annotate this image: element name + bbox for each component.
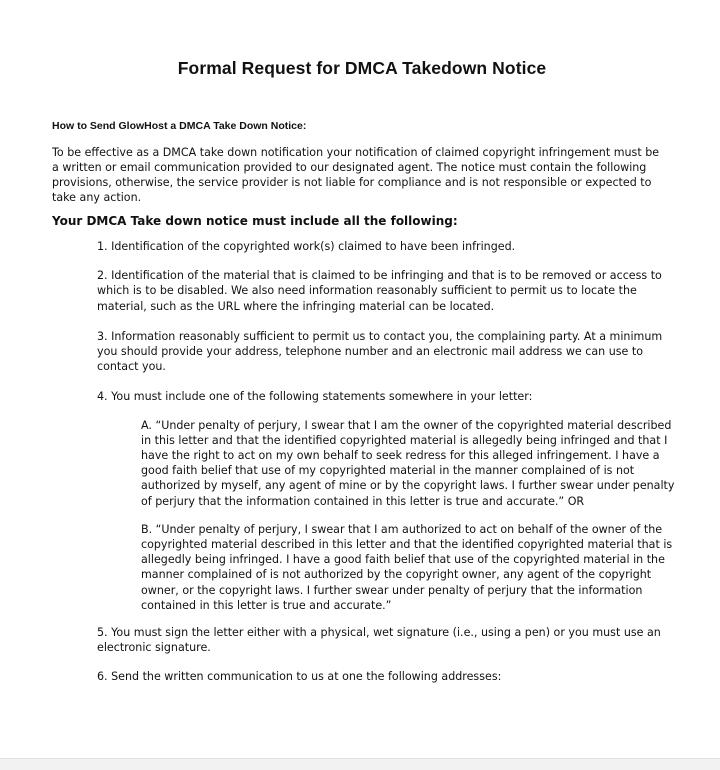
requirement-item-6: 6. Send the written communication to us at one the following addresses: [97,670,502,684]
statement-option-a: A. “Under penalty of perjury, I swear that I am the owner of the copyrighted material described in this letter and that the identified copyrighted material is allegedly being infringed and that I have the right to act on my own behalf to seek redress for this alleged infringement. I have a good faith belief that use of my copyrighted material in the manner complained of is not authorized by myself, any agent of mine or by the copyright laws. I further swear under penalty of perjury that the information contained in this letter is true and accurate.” OR [141,418,675,508]
requirement-item-2: 2. Identification of the material that is claimed to be infringing and that is to be removed or access to which is to be disabled. We also need information reasonably sufficient to permit us to locate the material, such as the URL where the infringing material can be located. [97,269,662,313]
statement-option-b: B. “Under penalty of perjury, I swear that I am authorized to act on behalf of the owner of the copyrighted material described in this letter and that the identified copyrighted material that is allegedly being infringed. I have a good faith belief that use of the copyrighted material in the manner complained of is not authorized by the copyright owner, any agent of the copyright owner, or the copyright laws. I further swear under penalty of perjury that the information contained in this letter is true and accurate.” [141,522,673,612]
must-include-heading: Your DMCA Take down notice must include all the following: [52,214,458,228]
document-title: Formal Request for DMCA Takedown Notice [177,58,547,78]
requirement-item-3: 3. Information reasonably sufficient to permit us to contact you, the complaining party. At a minimum you should provide your address, telephone number and an electronic mail address we can use to contact you. [97,329,663,374]
intro-paragraph: To be effective as a DMCA take down notification your notification of claimed copyright infringement must be a written or email communication provided to our designated agent. The notice must contain the following provisions, otherwise, the service provider is not liable for compliance and is not responsible or expected to take any action. [52,146,660,204]
requirement-item-5: 5. You must sign the letter either with a physical, wet signature (i.e., using a pen) or you must use an electronic signature. [97,626,661,655]
requirement-item-4: 4. You must include one of the following statements somewhere in your letter: [97,390,533,404]
requirement-item-1: 1. Identification of the copyrighted work(s) claimed to have been infringed. [97,240,516,253]
page-bottom-edge [0,758,720,770]
how-to-send-subheading: How to Send GlowHost a DMCA Take Down Notice: [52,120,307,132]
